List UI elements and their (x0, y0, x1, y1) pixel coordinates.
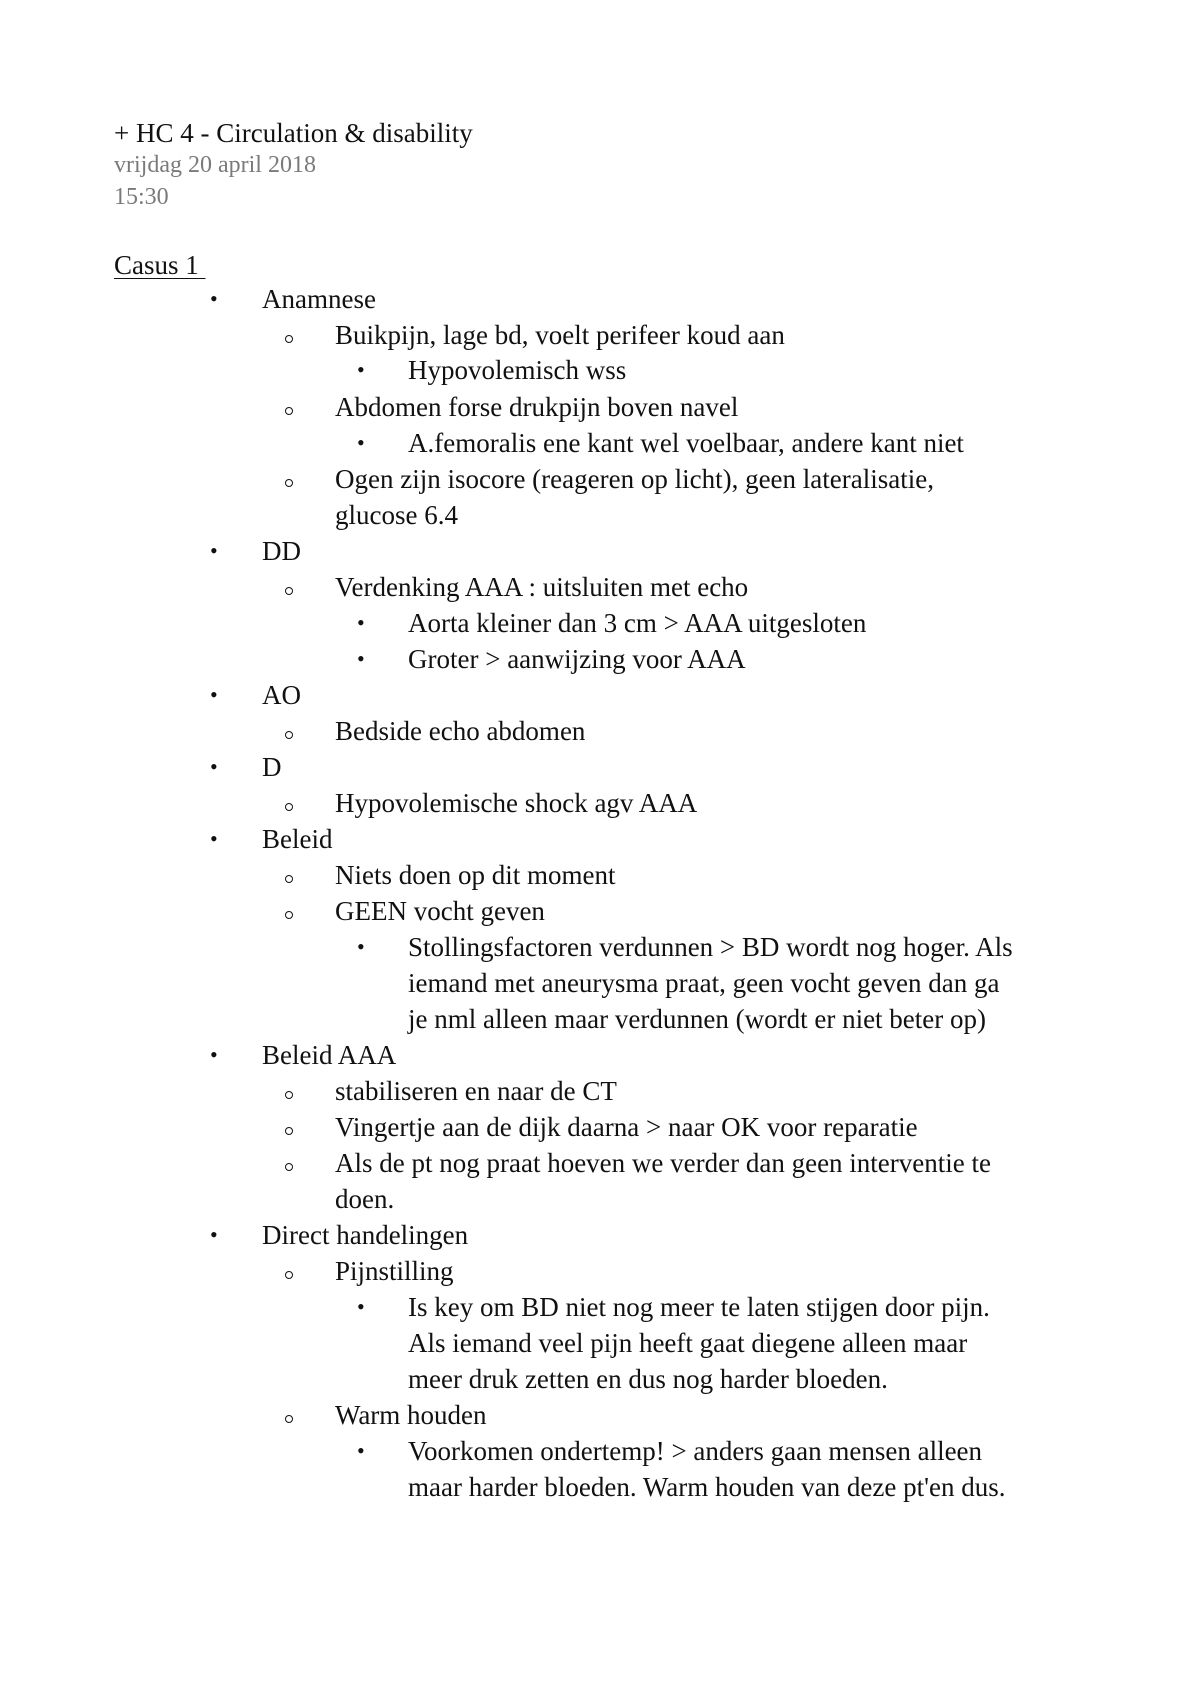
circle-bullet-icon (285, 911, 293, 919)
circle-bullet-icon (285, 587, 293, 595)
outline-item: D (262, 752, 282, 782)
circle-bullet-icon (285, 731, 293, 739)
outline-item: Direct handelingen (262, 1220, 469, 1250)
outline-item: Buikpijn, lage bd, voelt perifeer koud aan (335, 320, 785, 350)
outline-item: Voorkomen ondertemp! > anders gaan mensen alleen (408, 1436, 983, 1466)
circle-bullet-icon (285, 335, 293, 343)
outline-item: Verdenking AAA : uitsluiten met echo (335, 572, 749, 602)
outline-item-continued: iemand met aneurysma praat, geen vocht geven dan ga (408, 968, 1000, 998)
outline-item-continued: je nml alleen maar verdunnen (wordt er niet beter op) (408, 1004, 987, 1034)
bullet-icon: • (357, 646, 365, 671)
circle-bullet-icon (285, 1163, 293, 1171)
outline-item: Beleid (262, 824, 333, 854)
circle-bullet-icon (285, 479, 293, 487)
bullet-icon: • (210, 1042, 218, 1067)
bullet-icon: • (210, 286, 218, 311)
outline-item: Bedside echo abdomen (335, 716, 586, 746)
circle-bullet-icon (285, 803, 293, 811)
outline-item: Ogen zijn isocore (reageren op licht), geen lateralisatie, (335, 464, 934, 494)
outline-item: Pijnstilling (335, 1256, 454, 1286)
outline-item-continued: meer druk zetten en dus nog harder bloeden. (408, 1364, 888, 1394)
bullet-icon: • (210, 754, 218, 779)
outline-item: Aorta kleiner dan 3 cm > AAA uitgesloten (408, 608, 867, 638)
circle-bullet-icon (285, 1127, 293, 1135)
outline-item: Is key om BD niet nog meer te laten stijgen door pijn. (408, 1292, 990, 1322)
outline-item: AO (262, 680, 301, 710)
circle-bullet-icon (285, 875, 293, 883)
outline-item: A.femoralis ene kant wel voelbaar, andere kant niet (408, 428, 964, 458)
outline-item: Niets doen op dit moment (335, 860, 616, 890)
outline-item: Abdomen forse drukpijn boven navel (335, 392, 739, 422)
page-date: vrijdag 20 april 2018 (114, 152, 316, 178)
bullet-icon: • (210, 538, 218, 563)
outline-item-continued: glucose 6.4 (335, 500, 458, 530)
outline-item-continued: maar harder bloeden. Warm houden van deze pt'en dus. (408, 1472, 1006, 1502)
circle-bullet-icon (285, 407, 293, 415)
outline-item: Stollingsfactoren verdunnen > BD wordt nog hoger. Als (408, 932, 1013, 962)
bullet-icon: • (210, 826, 218, 851)
section-heading: Casus 1 (114, 250, 206, 280)
outline-item-continued: doen. (335, 1184, 395, 1214)
outline-item: stabiliseren en naar de CT (335, 1076, 617, 1106)
bullet-icon: • (357, 934, 365, 959)
outline-item: Als de pt nog praat hoeven we verder dan geen interventie te (335, 1148, 991, 1178)
bullet-icon: • (210, 1222, 218, 1247)
outline-item: Warm houden (335, 1400, 487, 1430)
outline-item: Groter > aanwijzing voor AAA (408, 644, 746, 674)
page-title: + HC 4 - Circulation & disability (114, 118, 473, 148)
circle-bullet-icon (285, 1415, 293, 1423)
outline-item: DD (262, 536, 301, 566)
outline-item: Beleid AAA (262, 1040, 397, 1070)
outline-item: GEEN vocht geven (335, 896, 545, 926)
outline-item: Anamnese (262, 284, 376, 314)
outline-item: Vingertje aan de dijk daarna > naar OK voor reparatie (335, 1112, 918, 1142)
bullet-icon: • (357, 430, 365, 455)
outline-item-continued: Als iemand veel pijn heeft gaat diegene alleen maar (408, 1328, 968, 1358)
page-time: 15:30 (114, 184, 169, 210)
bullet-icon: • (357, 610, 365, 635)
bullet-icon: • (357, 1438, 365, 1463)
bullet-icon: • (357, 1294, 365, 1319)
circle-bullet-icon (285, 1271, 293, 1279)
outline-item: Hypovolemische shock agv AAA (335, 788, 698, 818)
bullet-icon: • (210, 682, 218, 707)
bullet-icon: • (357, 357, 365, 382)
outline-item: Hypovolemisch wss (408, 355, 627, 385)
circle-bullet-icon (285, 1091, 293, 1099)
